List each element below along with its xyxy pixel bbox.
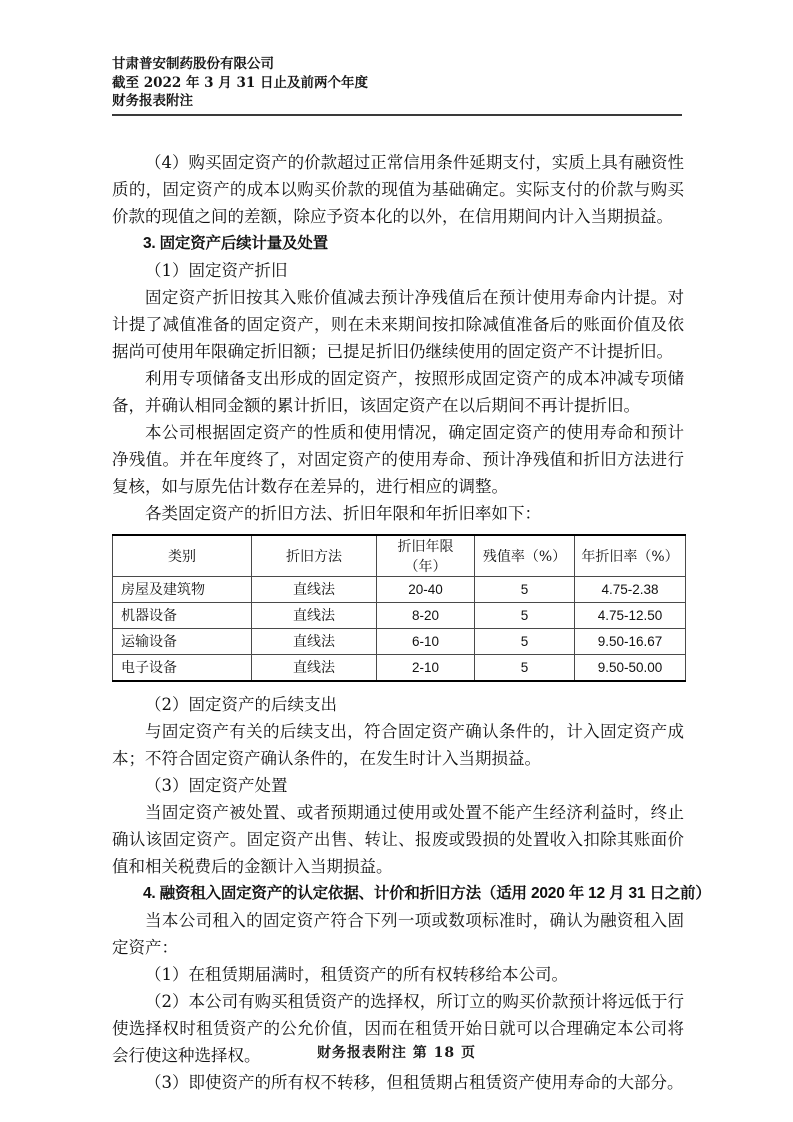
table-header-annual-rate: 年折旧率（%） (575, 535, 686, 577)
table-row (113, 602, 686, 628)
document-body (112, 149, 711, 1096)
section-heading-3: 3. 固定资产后续计量及处置 (143, 234, 328, 252)
table-cell: 9.50-16.67 (575, 628, 686, 654)
company-name: 甘肃普安制药股份有限公司 (112, 56, 274, 72)
table-cell: 5 (475, 576, 575, 602)
table-header-method: 折旧方法 (252, 535, 377, 577)
table-cell: 9.50-50.00 (575, 654, 686, 681)
page-footer: 财务报表附注 第 18 页 (316, 1045, 477, 1061)
paragraph-table-intro: 各类固定资产的折旧方法、折旧年限和年折旧率如下： (145, 503, 541, 523)
paragraph-depreciation-3: 本公司根据固定资产的性质和使用情况，确定固定资产的使用寿命和预计净残值。并在年度终了，对固定资产的使用寿命、预计净残值和折旧方法进行复核，如与原先估计数存在差异的，进行相应的调整。 (112, 422, 684, 496)
table-header-row (113, 535, 686, 577)
table-header-residual-rate: 残值率（%） (475, 535, 575, 577)
table-cell: 机器设备 (113, 602, 252, 628)
paragraph-deferred-payment: （4）购买固定资产的价款超过正常信用条件延期支付，实质上具有融资性质的，固定资产的成本以购买价款的现值为基础确定。实际支付的价款与购买价款的现值之间的差额，除应予资本化的以外，在信用期间内计入当期损益。 (112, 152, 684, 226)
subheading-3-3: （3）固定资产处置 (145, 775, 288, 795)
paragraph-lease-intro: 当本公司租入的固定资产符合下列一项或数项标准时，确认为融资租入固定资产： (112, 910, 684, 957)
table-cell: 直线法 (252, 654, 377, 681)
table-cell: 直线法 (252, 602, 377, 628)
table-cell: 电子设备 (113, 654, 252, 681)
table-cell: 直线法 (252, 628, 377, 654)
paragraph-disposal: 当固定资产被处置、或者预期通过使用或处置不能产生经济利益时，终止确认该固定资产。固定资产出售、转让、报废或毁损的处置收入扣除其账面价值和相关税费后的金额计入当期损益。 (112, 802, 684, 876)
table-cell: 房屋及建筑物 (113, 576, 252, 602)
content-column (112, 55, 711, 1096)
table-row (113, 654, 686, 681)
subheading-3-2: （2）固定资产的后续支出 (145, 694, 337, 714)
table-cell: 4.75-12.50 (575, 602, 686, 628)
table-row (113, 576, 686, 602)
depreciation-table (112, 534, 686, 682)
table-cell: 直线法 (252, 576, 377, 602)
paragraph-subsequent-expenditure: 与固定资产有关的后续支出，符合固定资产确认条件的，计入固定资产成本；不符合固定资产确认条件的，在发生时计入当期损益。 (112, 721, 684, 768)
table-cell: 5 (475, 602, 575, 628)
report-period: 截至 2022 年 3 月 31 日止及前两个年度 (112, 74, 368, 91)
document-type: 财务报表附注 (112, 93, 193, 109)
paragraph-depreciation-2: 利用专项储备支出形成的固定资产，按照形成固定资产的成本冲减专项储备，并确认相同金额的累计折旧，该固定资产在以后期间不再计提折旧。 (112, 368, 684, 415)
section-heading-4: 4. 融资租入固定资产的认定依据、计价和折旧方法（适用 2020 年 12 月 31 日之前） (143, 884, 711, 902)
table-cell: 2-10 (377, 654, 475, 681)
table-header-years: 折旧年限（年） (377, 535, 475, 577)
table-cell: 运输设备 (113, 628, 252, 654)
paragraph-lease-criterion-1: （1）在租赁期届满时，租赁资产的所有权转移给本公司。 (145, 964, 568, 984)
paragraph-lease-criterion-2: （2）本公司有购买租赁资产的选择权，所订立的购买价款预计将远低于行使选择权时租赁资产的公允价值，因而在租赁开始日就可以合理确定本公司将会行使这种选择权。 (112, 991, 684, 1065)
table-cell: 6-10 (377, 628, 475, 654)
table-cell: 8-20 (377, 602, 475, 628)
table-header-category: 类别 (113, 535, 252, 577)
table-cell: 5 (475, 628, 575, 654)
table-cell: 4.75-2.38 (575, 576, 686, 602)
paragraph-lease-criterion-3: （3）即使资产的所有权不转移，但租赁期占租赁资产使用寿命的大部分。 (145, 1072, 684, 1092)
header-divider (112, 114, 682, 116)
table-cell: 5 (475, 654, 575, 681)
table-row (113, 628, 686, 654)
table-cell: 20-40 (377, 576, 475, 602)
document-header (112, 55, 684, 111)
paragraph-depreciation-1: 固定资产折旧按其入账价值减去预计净残值后在预计使用寿命内计提。对计提了减值准备的固定资产，则在未来期间按扣除减值准备后的账面价值及依据尚可使用年限确定折旧额；已提足折旧仍继续使用的固定资产不计提折旧。 (112, 287, 684, 361)
subheading-3-1: （1）固定资产折旧 (145, 260, 288, 280)
